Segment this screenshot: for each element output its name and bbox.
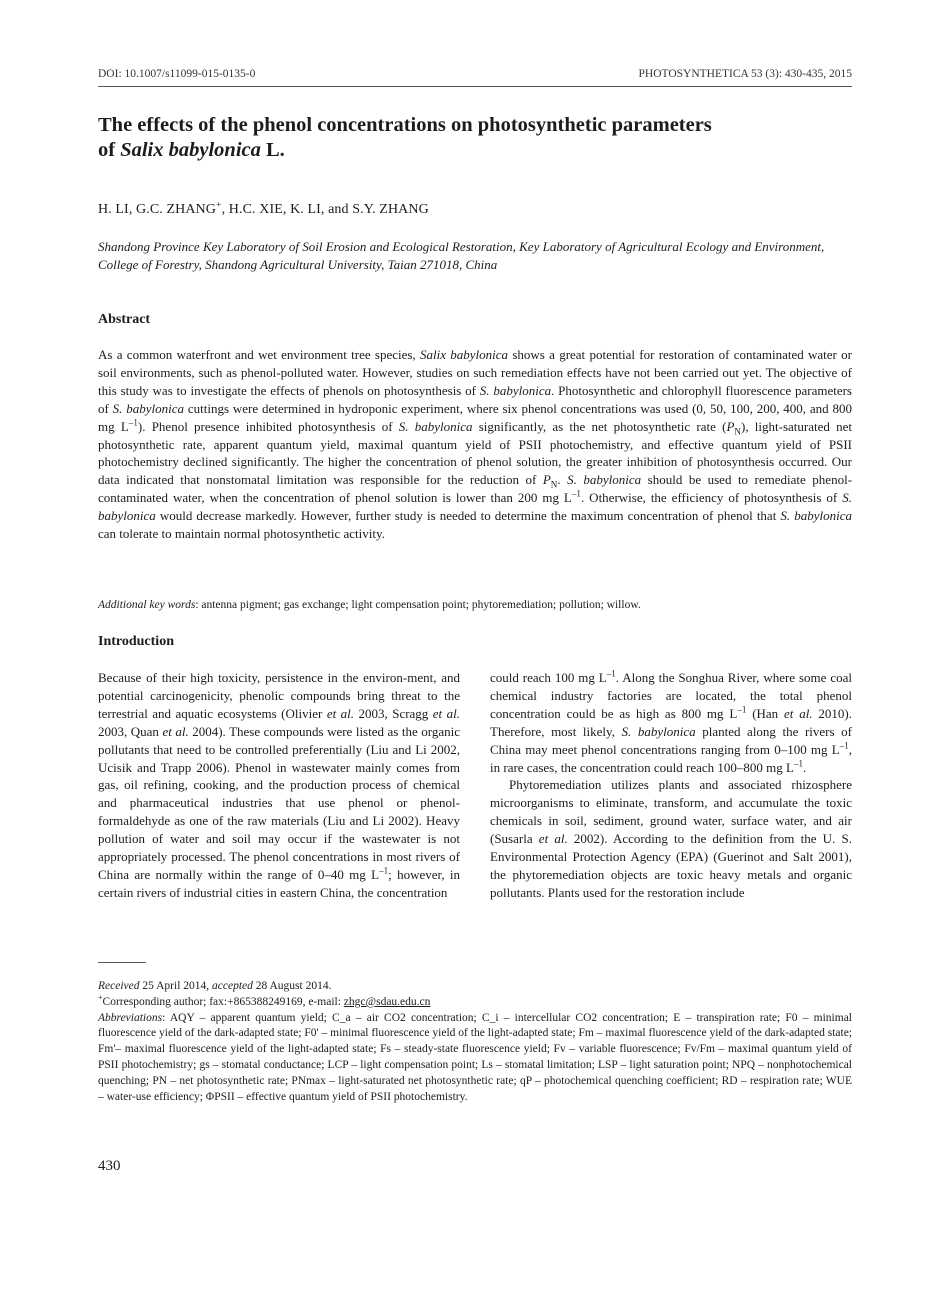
author-list: H. LI, G.C. ZHANG+, H.C. XIE, K. LI, and S.Y. ZHANG [98,199,429,217]
title-species: Salix babylonica [120,139,261,161]
header-divider [98,86,852,87]
footnote-divider [98,962,146,963]
footnotes [98,979,852,1105]
page-number: 430 [98,1158,121,1174]
email-link[interactable]: zhgc@sdau.edu.cn [343,995,431,1008]
abstract-body: As a common waterfront and wet environment tree species, Salix babylonica shows a great potential for restoration of contaminated water or soil environments, such as phenol-polluted water. However, studies on such remediation effects have not been carried out yet. The objective of this study was to investigate the effects of phenols on photosynthesis of S. babylonica. Photosynthetic and chlorophyll fluorescence parameters of S. babylonica cuttings were determined in hydroponic experiment, where six phenol concentrations was used (0, 50, 100, 200, 400, and 800 mg $L^{-1}$). Phenol presence inhibited photosynthesis of S. babylonica significantly, as the net photosynthetic rate $(P_N)$, light-saturated net photosynthetic rate, apparent quantum yield, maximal quantum yield of PSII photochemistry, and effective quantum yield of PSII photochemistry declined significantly. The higher the concentration of phenol solution, the greater inhibition of photosynthesis occurred. Our data indicated that nonstomatal limitation was responsible for the reduction of $P_N$. S. babylonica should be used to remediate phenol-contaminated water, when the concentration of phenol solution is lower than 200 mg $L^{-1}$. Otherwise, the efficiency of photosynthesis of S. babylonica would decrease markedly. However, further study is needed to determine the maximum concentration of phenol that S. babylonica can tolerate to maintain normal photosynthetic activity. [98,347,853,542]
title-line-2: of Salix babylonica L. [98,139,285,161]
abstract-heading: Abstract [98,312,151,327]
paper-title [98,113,852,163]
corresponding-author: +Corresponding author; fax:+865388249169, e-mail: zhgc@sdau.edu.cn [98,992,431,1008]
journal-citation: PHOTOSYNTHETICA 53 (3): 430-435, 2015 [638,68,852,80]
doi-text: DOI: 10.1007/s11099-015-0135-0 [98,68,256,80]
introduction-heading: Introduction [98,634,174,649]
abbreviations: Abbreviations: AQY – apparent quantum yield; C_a – air CO2 concentration; C_i – intercellular CO2 concentration; E – transpiration rate; F0 – minimal fluorescence yield of the dark-adapted state; F0' – minimal fluorescence yield of the light-adapted state; Fm – maximal fluorescence yield of the dark-adapted state; Fm'– maximal fluorescence yield of the light-adapted state; Fs – steady-state fluorescence yield; Fv – variable fluorescence; Fv/Fm – maximal quantum yield of PSII photochemistry; gs – stomatal conductance; LCP – light compensation point; Ls – stomatal limitation; LSP – light saturation point; NPQ – nonphotochemical quenching; PN – net photosynthetic rate; PNmax – light-saturated net photosynthetic rate; qP – photochemical quenching coefficient; RD – respiration rate; WUE – water-use efficiency; ΦPSII – effective quantum yield of PSII photochemistry. [98,1011,852,1103]
intro-paragraph: could reach 100 mg $L^{-1}$. Along the Songhua River, where some coal chemical industry factories are located, the total phenol concentration could be as high as 800 mg $L^{-1}$ (Han et al. 2010). Therefore, most likely, S. babylonica planted along the rivers of China may meet phenol concentrations ranging from 0–100 mg $L^{-1}$, in rare cases, the concentration could reach 100–800 mg $L^{-1}$. [490,668,852,775]
keywords: Additional key words: antenna pigment; gas exchange; light compensation point; phytoremediation; pollution; willow. [98,599,641,611]
title-line-1: The effects of the phenol concentrations on photosynthetic parameters [98,114,712,136]
affiliation: Shandong Province Key Laboratory of Soil Erosion and Ecological Restoration, Key Laboratory of Agricultural Ecology and Environment, College of Forestry, Shandong Agricultural University, Taian 271018, China [98,239,825,272]
intro-paragraph: Phytoremediation utilizes plants and associated rhizosphere microorganisms to eliminate, transform, and accumulate the toxic chemicals in soil, sediment, ground water, surface water, and air (Susarla et al. 2002). According to the definition from the U. S. Environmental Protection Agency (EPA) (Guerinot and Salt 2001), the phytoremediation objects are toxic heavy metals and organic pollutants. Plants used for the restoration include [490,777,852,900]
received-dates: Received 25 April 2014, accepted 28 August 2014. [98,980,332,992]
corresponding-marker: + [215,199,222,211]
intro-right-column [490,669,852,902]
running-header [98,68,852,80]
intro-left-column: Because of their high toxicity, persistence in the environ-ment, and potential carcinogenicity, phenolic compounds bring threat to the terrestrial and aquatic ecosystems (Olivier et al. 2003, Scragg et al. 2003, Quan et al. 2004). These compounds were listed as the organic pollutants that need to be controlled preferentially (Liu and Li 2002, Ucisik and Trapp 2006). Phenol in wastewater mainly comes from gas, oil refining, cooking, and the production process of chemical and pharmaceutical industries that use phenol or phenol-formaldehyde as one of the raw materials (Liu and Li 2002). Heavy pollution of water and soil may occur if the wastewater is not appropriately processed. The phenol concentrations in most rivers of China are normally within the range of 0–40 mg $L^{-1}$; however, in certain rivers of industrial cities in eastern China, the concentration [98,670,460,900]
keywords-label: Additional key words [98,599,196,611]
